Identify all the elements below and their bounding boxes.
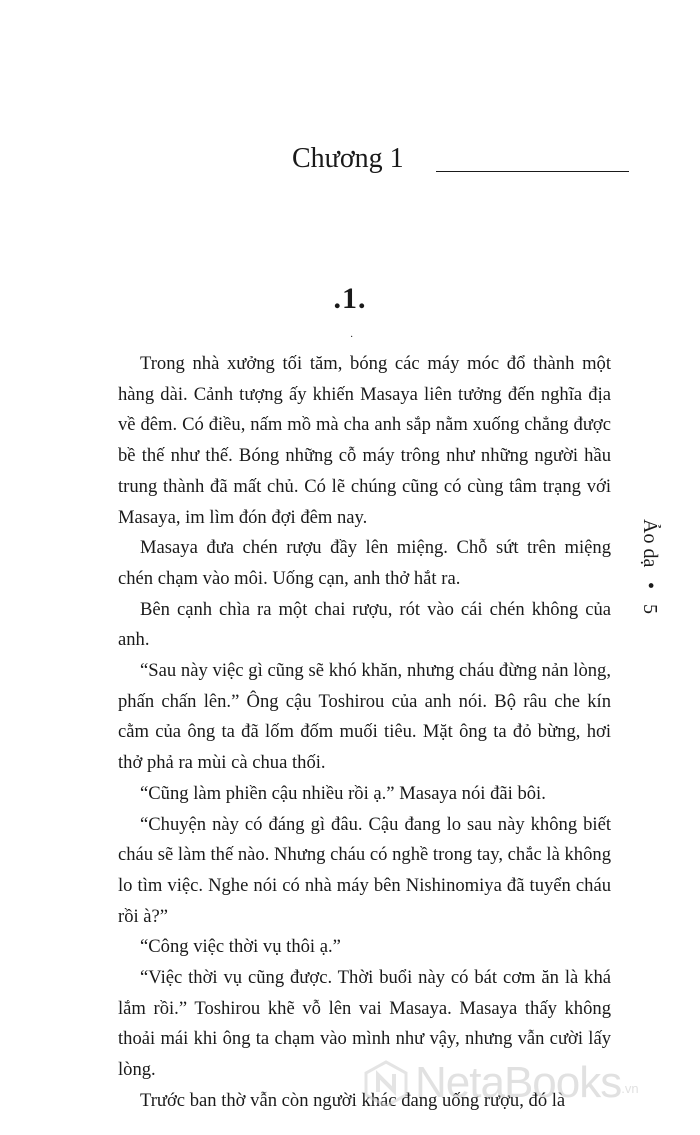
footer-bullet: • (639, 582, 661, 590)
section-mark: · (350, 332, 354, 343)
chapter-heading (292, 142, 629, 176)
paragraph: Masaya đưa chén rượu đầy lên miệng. Chỗ sứt trên miệng chén chạm vào môi. Uống cạn, anh thở hắt ra. (118, 537, 611, 589)
chapter-title-rule (436, 171, 629, 172)
section-number: .1. (333, 282, 367, 315)
paragraph: “Sau này việc gì cũng sẽ khó khăn, nhưng cháu đừng nản lòng, phấn chấn lên.” Ông cậu Toshirou của anh nói. Bộ râu che kín cằm của ông ta đã lốm đốm muối tiêu. Mặt ông ta đỏ bừng, hơi thở phả ra mùi cà chua thối. (118, 660, 611, 774)
paragraph: Bên cạnh chìa ra một chai rượu, rót vào cái chén không của anh. (118, 598, 611, 651)
book-title: Ảo dạ (639, 519, 661, 568)
paragraph: “Chuyện này có đáng gì đâu. Cậu đang lo sau này không biết cháu sẽ làm thế nào. Nhưng cháu có nghề trong tay, chắc là không lo tìm việc. Nghe nói có nhà máy bên Nishinomiya đã tuyển cháu rồi à?” (118, 813, 611, 927)
chapter-title: Chương 1 (292, 143, 404, 174)
paragraph: Trong nhà xưởng tối tăm, bóng các máy móc đổ thành một hàng dài. Cảnh tượng ấy khiến Masaya liên tưởng đến nghĩa địa về đêm. Có điều, nấm mồ mà cha anh sắp nằm xuống chẳng được bề thế như thế. Bóng những cỗ máy trông như những người hầu trung thành đã mất chủ. Có lẽ chúng cũng có cùng tâm trạng với Masaya, im lìm đón đợi đêm nay. (118, 353, 611, 528)
watermark-domain: .vn (621, 1081, 639, 1096)
paragraph: “Công việc thời vụ thôi ạ.” (140, 936, 341, 958)
watermark-brand: NetaBooks (415, 1058, 622, 1107)
page-footer (638, 519, 661, 614)
page-number: 5 (639, 604, 661, 615)
netabooks-logo-icon (363, 1060, 409, 1106)
watermark (363, 1058, 639, 1108)
paragraph: Trước ban thờ vẫn còn người khác đang uống rượu, đó là (140, 1089, 566, 1111)
paragraph: “Việc thời vụ cũng được. Thời buổi này có bát cơm ăn là khá lắm rồi.” Toshirou khẽ vỗ lên vai Masaya. Masaya thấy không thoải mái khi ông ta chạm vào mình như vậy, nhưng vẫn cười lấy lòng. (118, 967, 611, 1081)
body-text (118, 349, 611, 1117)
paragraph: “Cũng làm phiền cậu nhiều rồi ạ.” Masaya nói đãi bôi. (140, 782, 546, 804)
